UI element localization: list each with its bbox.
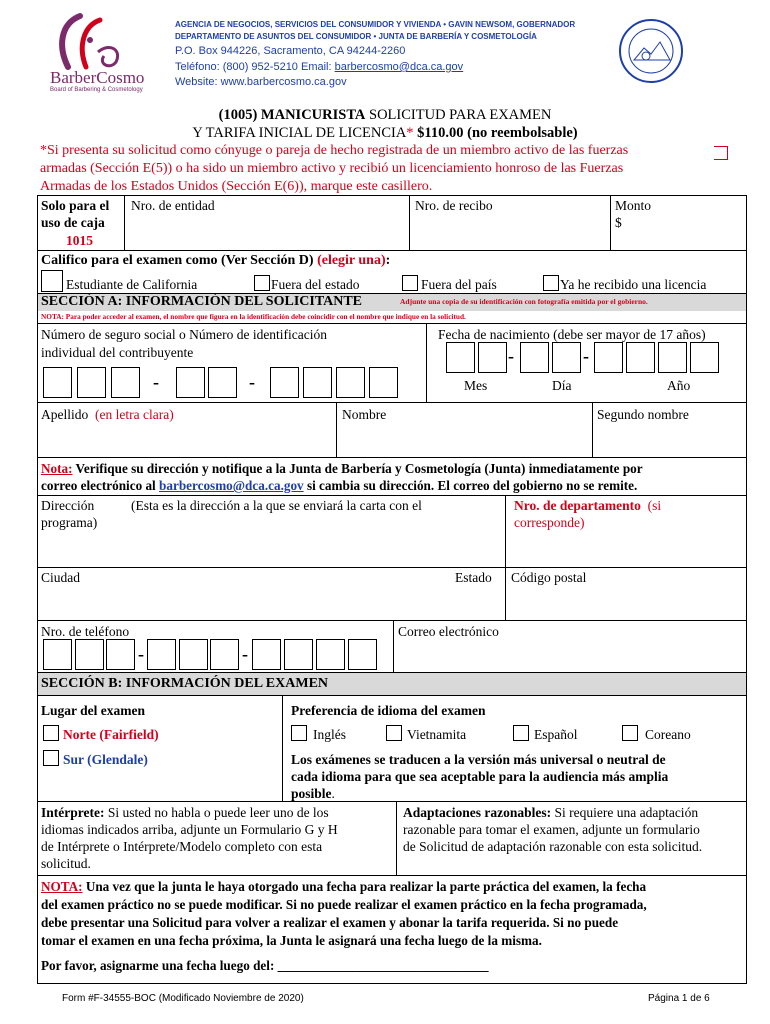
phone-digit[interactable] — [252, 639, 281, 670]
final-note-line4: tomar el examen en una fecha próxima, la Junta le asignará una fecha luego de la misma. — [41, 933, 542, 948]
final-note-label: NOTA: — [41, 879, 83, 894]
interpreter-line1 — [41, 804, 329, 821]
address-note-email-link[interactable]: barbercosmo@dca.ca.gov — [159, 478, 304, 493]
dob-year-digit[interactable] — [626, 342, 655, 373]
dob-day-label: Día — [552, 378, 572, 393]
email-label: Correo electrónico — [398, 624, 499, 639]
option-california-student: Estudiante de California — [66, 277, 198, 292]
language-spanish: Español — [534, 727, 578, 742]
language-preference-label: Preferencia de idioma del examen — [291, 703, 486, 718]
checkbox-already-licensed[interactable] — [543, 275, 559, 291]
address-label-2: programa) — [41, 515, 98, 530]
dob-dash: - — [583, 346, 589, 366]
ssn-dash: - — [153, 372, 159, 392]
checkbox-vietnamese[interactable] — [386, 725, 402, 741]
accommodation-line1 — [403, 804, 698, 821]
subtitle-star: * — [406, 125, 414, 141]
accommodation-text1: Si requiere una adaptación — [551, 805, 699, 820]
address-note-label: Nota: — [41, 461, 73, 476]
translation-note-line3-text: posible — [291, 786, 332, 801]
final-note-line1 — [41, 878, 646, 895]
firstname-label: Nombre — [342, 407, 387, 422]
dob-year-digit[interactable] — [594, 342, 623, 373]
dob-month-label: Mes — [464, 378, 488, 393]
north-fairfield-label: Norte (Fairfield) — [63, 727, 159, 742]
amount-symbol: $ — [615, 215, 622, 230]
dob-year-digit[interactable] — [658, 342, 687, 373]
page-title — [0, 107, 770, 124]
subtitle-text: Y TARIFA INICIAL DE LICENCIA — [192, 125, 407, 141]
translation-note-line1: Los exámenes se traducen a la versión más universal o neutral de — [291, 752, 666, 767]
later-date-field[interactable]: Por favor, asignarme una fecha luego del: ________________________________ — [41, 958, 489, 973]
interpreter-label: Intérprete: — [41, 805, 105, 820]
seal-icon — [618, 18, 684, 84]
checkbox-korean[interactable] — [622, 725, 638, 741]
dob-day-digit[interactable] — [520, 342, 549, 373]
final-note-text1: Una vez que la junta le haya otorgado una fecha para realizar la parte práctica del examen, la fecha — [82, 879, 647, 894]
checkbox-spanish[interactable] — [513, 725, 529, 741]
dob-year-label: Año — [667, 378, 691, 393]
option-out-of-state: Fuera del estado — [271, 277, 360, 292]
section-a-photo-note: Adjunte una copia de su identificación con fotografía emitida por el gobierno. — [400, 297, 648, 306]
address-note-text2b: si cambia su dirección. El correo del gobierno no se remite. — [303, 478, 638, 493]
department-line: DEPARTAMENTO DE ASUNTOS DEL CONSUMIDOR • JUNTA DE BARBERÍA Y COSMETOLOGÍA — [175, 32, 537, 41]
interpreter-text1: Si usted no habla o puede leer uno de los — [104, 805, 329, 820]
dob-year-digit[interactable] — [690, 342, 719, 373]
receipt-number-label: Nro. de recibo — [415, 198, 493, 213]
accommodation-line3: de Solicitud de adaptación razonable con esta solicitud. — [403, 839, 703, 854]
phone-digit[interactable] — [147, 639, 176, 670]
qualify-prompt — [41, 252, 390, 269]
final-note-line3: debe presentar una Solicitud para volver a realizar el examen y abonar la tarifa requerida. Si no puede — [41, 915, 619, 930]
apartment-hint-1: (si — [647, 498, 662, 513]
phone-email-line — [175, 61, 463, 73]
apartment-hint-2: corresponde) — [514, 515, 585, 530]
ssn-digit[interactable] — [176, 367, 205, 398]
office-use-label: Solo para el uso de caja — [41, 198, 110, 230]
dob-month-digit[interactable] — [446, 342, 475, 373]
office-use-code: 1015 — [66, 233, 93, 248]
address-hint: (Esta es la dirección a la que se enviará la carta con el — [131, 498, 422, 513]
language-vietnamese: Vietnamita — [407, 727, 467, 742]
zip-label: Código postal — [511, 570, 587, 585]
phone-digit[interactable] — [106, 639, 135, 670]
entity-number-label: Nro. de entidad — [131, 198, 215, 213]
checkbox-out-of-country[interactable] — [402, 275, 418, 291]
phone-digit[interactable] — [179, 639, 208, 670]
address-note-text2a: correo electrónico al — [41, 478, 160, 493]
dob-day-digit[interactable] — [552, 342, 581, 373]
section-b-title: SECCIÓN B: INFORMACIÓN DEL EXAMEN — [41, 676, 329, 691]
lastname-label — [41, 406, 174, 423]
apartment-label-text: Nro. de departamento — [514, 498, 641, 513]
lastname-input[interactable] — [40, 424, 334, 455]
city-label: Ciudad — [41, 570, 80, 585]
dob-label: Fecha de nacimiento (debe ser mayor de 17 años) — [438, 327, 706, 342]
email-input[interactable] — [396, 640, 745, 670]
checkbox-south-glendale[interactable] — [43, 750, 59, 766]
military-checkbox[interactable] — [714, 146, 728, 160]
language-korean: Coreano — [645, 727, 691, 742]
ssn-label-line2: individual del contribuyente — [41, 345, 194, 360]
checkbox-north-fairfield[interactable] — [43, 725, 59, 741]
apartment-label — [514, 497, 661, 514]
phone-digit[interactable] — [348, 639, 377, 670]
phone-text: Teléfono: (800) 952-5210 Email: — [175, 61, 335, 73]
translation-note-line3 — [291, 785, 335, 802]
phone-digit[interactable] — [284, 639, 313, 670]
option-already-licensed: Ya he recibido una licencia — [560, 277, 707, 292]
logo-subtext: Board of Barbering & Cosmetology — [50, 87, 143, 93]
ssn-digit[interactable] — [43, 367, 72, 398]
final-note-line2: del examen práctico no se puede modificar. Si no puede realizar el examen práctico en la fecha programada, — [41, 897, 647, 912]
language-english: Inglés — [313, 727, 346, 742]
spouse-notice-line3: Armadas de los Estados Unidos (Sección E(6)), marque este casillero. — [40, 179, 433, 194]
accommodation-line2: razonable para tomar el examen, adjunte un formulario — [403, 822, 700, 837]
address-note-line2 — [41, 477, 637, 494]
interpreter-line2: idiomas indicados arriba, adjunte un Formulario G y H — [41, 822, 338, 837]
title-rest: SOLICITUD PARA EXAMEN — [365, 107, 552, 123]
translation-note-line2: cada idioma para que sea aceptable para la audiencia más amplia — [291, 769, 669, 784]
south-glendale-label: Sur (Glendale) — [63, 752, 148, 767]
state-seal — [618, 18, 684, 84]
dob-dash: - — [508, 346, 514, 366]
logo — [38, 12, 150, 98]
firstname-input[interactable] — [339, 424, 590, 455]
amount-label: Monto — [615, 198, 652, 213]
phone-label: Nro. de teléfono — [41, 624, 130, 639]
lastname-hint: (en letra clara) — [95, 407, 174, 422]
qualify-choose: (elegir una) — [317, 253, 386, 268]
form-id: Form #F-34555-BOC (Modificado Noviembre de 2020) — [62, 993, 304, 1004]
dob-month-digit[interactable] — [478, 342, 507, 373]
ssn-digit[interactable] — [270, 367, 299, 398]
state-input[interactable] — [453, 588, 503, 618]
po-box: P.O. Box 944226, Sacramento, CA 94244-2260 — [175, 45, 406, 57]
lastname-label-text: Apellido — [41, 407, 89, 422]
address-label: Dirección — [41, 498, 95, 513]
section-a-title: SECCIÓN A: INFORMACIÓN DEL SOLICITANTE — [41, 294, 363, 309]
logo-text: BarberCosmo — [50, 68, 145, 87]
title-form-code: (1005) MANICURISTA — [218, 107, 366, 123]
ssn-digit[interactable] — [369, 367, 398, 398]
page-subtitle — [0, 125, 770, 142]
ssn-dash: - — [249, 372, 255, 392]
city-input[interactable] — [40, 588, 450, 618]
qualify-colon: : — [385, 253, 391, 268]
state-label: Estado — [455, 570, 492, 585]
page-number: Página 1 de 6 — [648, 993, 710, 1004]
agency-line: AGENCIA DE NEGOCIOS, SERVICIOS DEL CONSUMIDOR Y VIVIENDA • GAVIN NEWSOM, GOBERNADOR — [175, 20, 576, 29]
spouse-notice-line1: *Si presenta su solicitud como cónyuge o pareja de hecho registrada de un miembro activo de las fuerzas — [40, 143, 629, 158]
ssn-digit[interactable] — [111, 367, 140, 398]
exam-location-label: Lugar del examen — [41, 703, 145, 718]
scissors-logo-icon — [38, 12, 150, 72]
middlename-label: Segundo nombre — [597, 407, 689, 422]
section-a-nota: NOTA: Para poder acceder al examen, el nombre que figura en la identificación debe coincidir con el nombre que indique en la solicitud. — [41, 312, 466, 321]
spouse-notice-line2: armadas (Sección E(5)) o ha sido un miembro activo y recibió un licenciamiento honroso de las Fuerzas — [40, 161, 624, 176]
address-note-line1 — [41, 460, 643, 477]
phone-dash: - — [138, 644, 144, 664]
header-email-link[interactable]: barbercosmo@dca.ca.gov — [334, 61, 464, 73]
website: Website: www.barbercosmo.ca.gov — [175, 76, 347, 88]
option-out-of-country: Fuera del país — [421, 277, 497, 292]
checkbox-california-student[interactable] — [41, 270, 63, 292]
subtitle-fee: $110.00 (no reembolsable) — [413, 125, 578, 141]
interpreter-line3: de Intérprete o Intérprete/Modelo completo con esta — [41, 839, 323, 854]
interpreter-line4: solicitud. — [41, 856, 91, 871]
address-note-text1: Verifique su dirección y notifique a la Junta de Barbería y Cosmetología (Junta) inmediatamente por — [72, 461, 643, 476]
phone-digit[interactable] — [316, 639, 345, 670]
address-input[interactable] — [40, 533, 503, 565]
phone-digit[interactable] — [210, 639, 239, 670]
translation-note-dot: . — [331, 786, 335, 801]
ssn-digit[interactable] — [208, 367, 237, 398]
ssn-digit[interactable] — [303, 367, 332, 398]
phone-digit[interactable] — [43, 639, 72, 670]
checkbox-english[interactable] — [291, 725, 307, 741]
phone-dash: - — [242, 644, 248, 664]
ssn-digit[interactable] — [77, 367, 106, 398]
checkbox-out-of-state[interactable] — [254, 275, 270, 291]
accommodation-label: Adaptaciones razonables: — [403, 805, 552, 820]
ssn-digit[interactable] — [336, 367, 365, 398]
zip-input[interactable] — [508, 588, 745, 618]
ssn-label-line1: Número de seguro social o Número de identificación — [41, 327, 328, 342]
phone-digit[interactable] — [75, 639, 104, 670]
middlename-input[interactable] — [595, 424, 745, 455]
apartment-input[interactable] — [508, 533, 745, 565]
qualify-prompt-text: Califico para el examen como (Ver Sección D) — [41, 253, 318, 268]
